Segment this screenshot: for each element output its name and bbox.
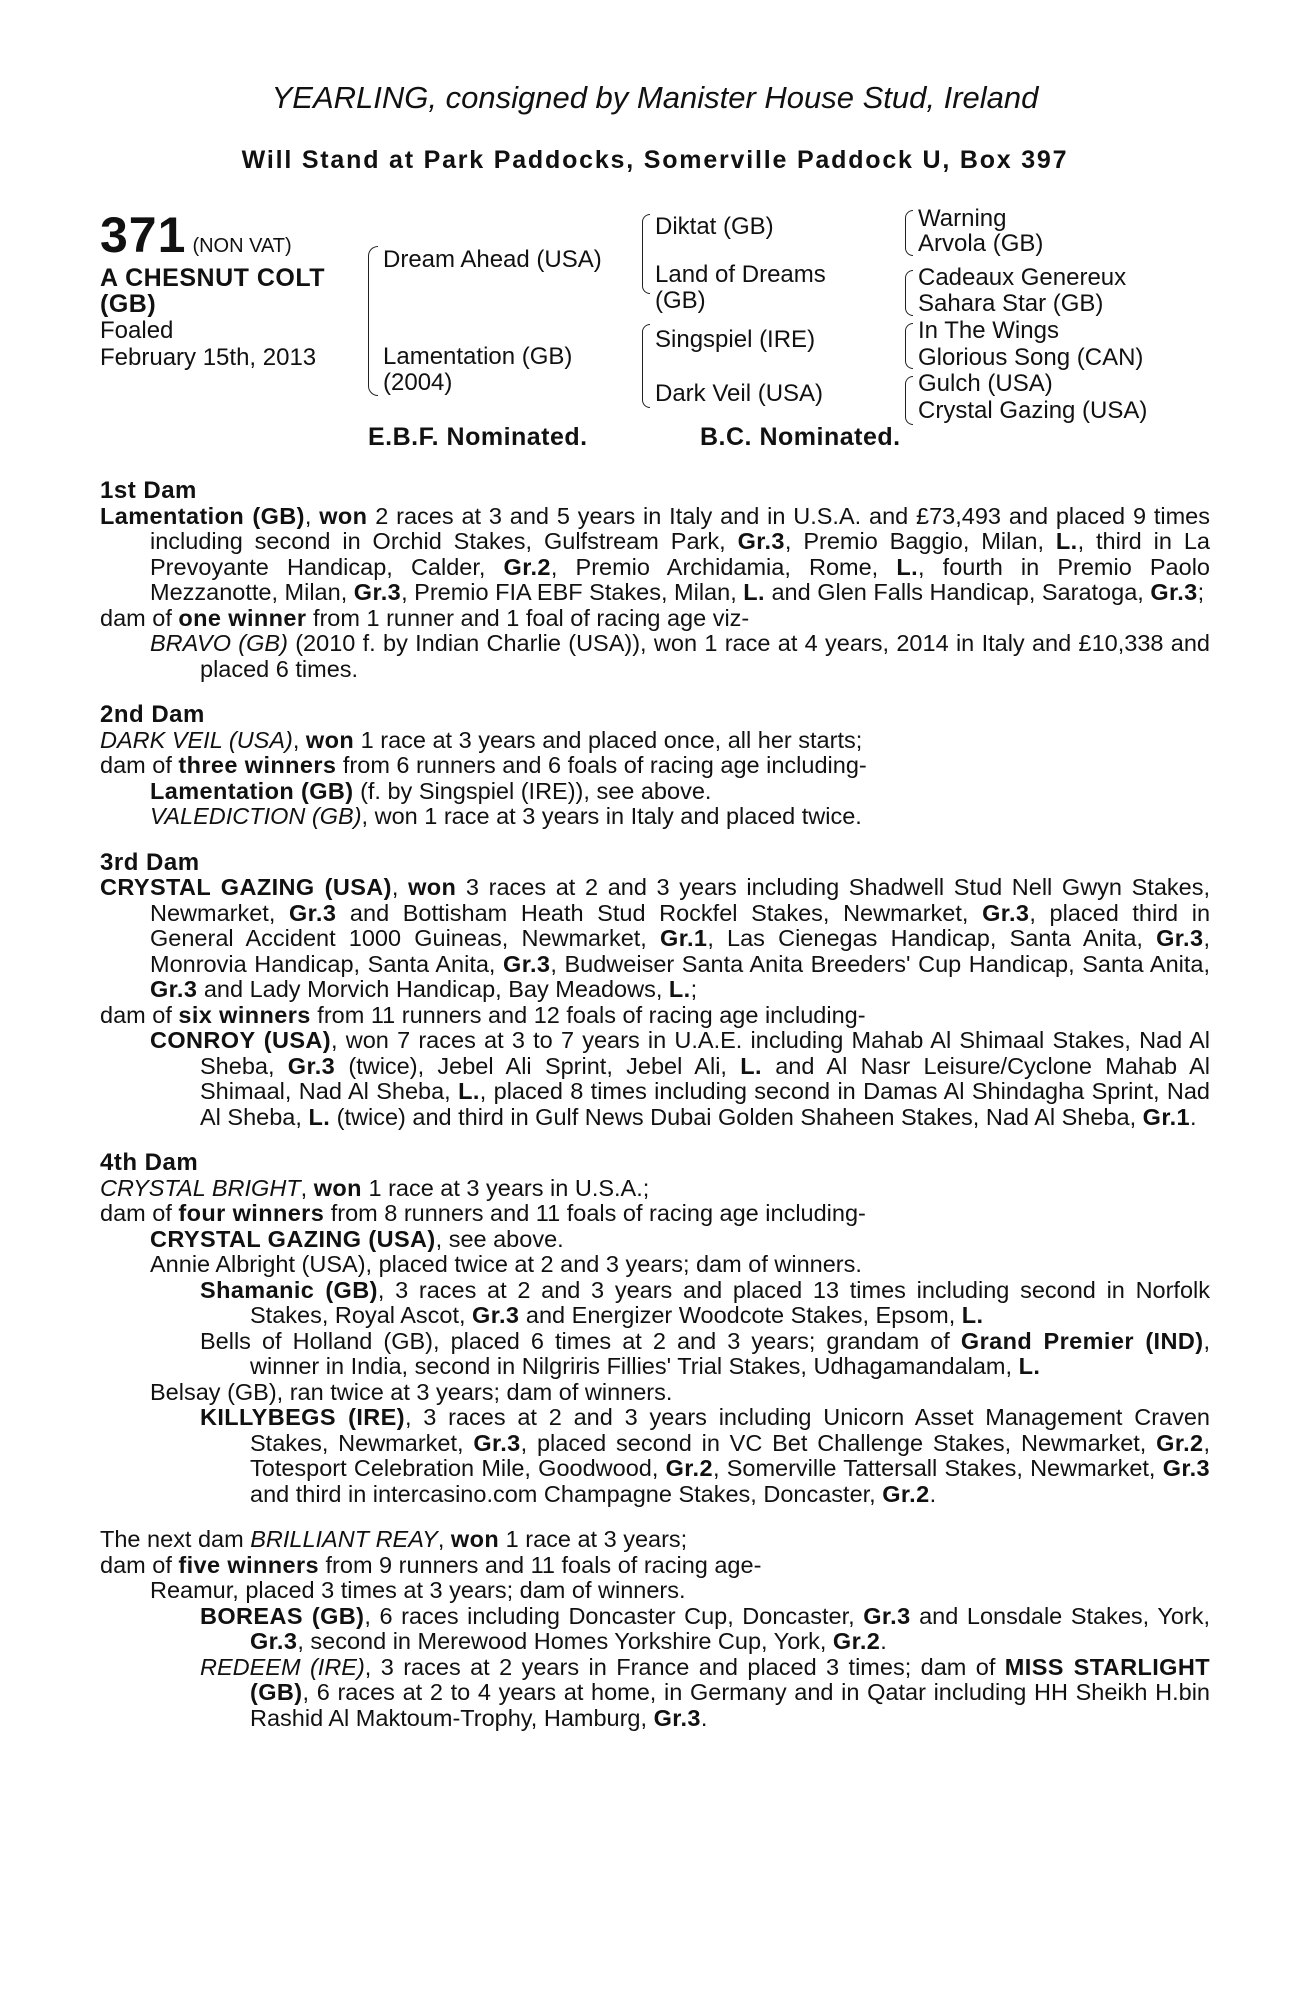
great-granddam-1: Arvola (GB) [918,230,1044,257]
section-heading: 4th Dam [100,1149,199,1176]
lot-heading [100,207,292,263]
produce-record: Bells of Holland (GB), placed 6 times at 2 and 3 years; grandam of Grand Premier (IND), winner in India, second in Nilgriris Fillies' Trial Stakes, Udhagamandalam, L. [200,1327,1210,1379]
lot-description-country: (GB) [100,290,157,318]
produce-summary: dam of five winners from 9 runners and 11 foals of racing age- [100,1551,762,1578]
sire-sire-name: Diktat (GB) [655,213,774,240]
produce-record: Belsay (GB), ran twice at 3 years; dam of winners. [150,1378,673,1405]
pedigree-bracket [368,246,378,396]
second-dam-section [100,702,1210,830]
produce-record: Lamentation (GB) (f. by Singspiel (IRE)), see above. [150,777,712,804]
pedigree-bracket [905,270,913,316]
dam-dam-name: Dark Veil (USA) [655,380,824,407]
produce-summary: dam of three winners from 6 runners and 6 foals of racing age including- [100,752,867,778]
produce-summary: dam of four winners from 8 runners and 11 foals of racing age including- [100,1200,866,1226]
dam-name: Lamentation (GB) [383,343,573,370]
dam-record: Lamentation (GB), won 2 races at 3 and 5 years in Italy and in U.S.A. and £73,493 and placed 9 times including second in Orchid Stakes, Gulfstream Park, Gr.3, Premio Baggio, Milan, L., third in La Prevoyante Handicap, Calder, Gr.2, Premio Archidamia, Rome, L., fourth in Premio Paolo Mezzanotte, Milan, Gr.3, Premio FIA EBF Stakes, Milan, L. and Glen Falls Handicap, Saratoga, Gr.3; [100,502,1210,605]
dam-sire-name: Singspiel (IRE) [655,326,816,353]
dam-record: The next dam BRILLIANT REAY, won 1 race at 3 years; [100,1526,688,1552]
lot-number: 371 [100,207,187,263]
dam-record: CRYSTAL BRIGHT, won 1 race at 3 years in U.S.A.; [100,1174,650,1201]
produce-record: Annie Albright (USA), placed twice at 2 and 3 years; dam of winners. [150,1251,862,1277]
lot-description: A CHESNUT COLT [100,264,326,292]
produce-record: KILLYBEGS (IRE), 3 races at 2 and 3 years including Unicorn Asset Management Craven Stakes, Newmarket, Gr.3, placed second in VC Bet Challenge Stakes, Newmarket, Gr.2, Totesport Celebration Mile, Goodwood, Gr.2, Somerville Tattersall Stakes, Newmarket, Gr.3 and third in intercasino.com Champagne Stakes, Doncaster, Gr.2. [200,1404,1211,1507]
pedigree-block [100,205,1210,453]
section-heading: 3rd Dam [100,848,200,876]
pedigree-bracket [905,323,913,369]
produce-record: CONROY (USA), won 7 races at 3 to 7 years in U.A.E. including Mahab Al Shimaal Stakes, Nad Al Sheba, Gr.3 (twice), Jebel Ali Sprint, Jebel Ali, L. and Al Nasr Leisure/Cyclone Mahab Al Shimaal, Nad Al Sheba, L., placed 8 times including second in Damas Al Shindagha Sprint, Nad Al Sheba, L. (twice) and third in Gulf News Dubai Golden Shaheen Stakes, Nad Al Sheba, Gr.1. [150,1027,1210,1130]
sire-dam-country: (GB) [655,287,706,314]
sire-dam-name: Land of Dreams [655,261,826,288]
dam-records [100,478,1210,1751]
dam-record: CRYSTAL GAZING (USA), won 3 races at 2 and 3 years including Shadwell Stud Nell Gwyn Stakes, Newmarket, Gr.3 and Bottisham Heath Stud Rockfel Stakes, Newmarket, Gr.3, placed third in General Accident 1000 Guineas, Newmarket, Gr.1, Las Cienegas Handicap, Santa Anita, Gr.3, Monrovia Handicap, Santa Anita, Gr.3, Budweiser Santa Anita Breeders' Cup Handicap, Santa Anita, Gr.3 and Lady Morvich Handicap, Bay Meadows, L.; [100,874,1211,1002]
fourth-dam-section [100,1150,1210,1507]
produce-summary: dam of six winners from 11 runners and 12 foals of racing age including- [100,1001,866,1028]
great-grandsire-4: Gulch (USA) [918,370,1053,397]
pedigree-bracket [905,210,913,256]
produce-record: VALEDICTION (GB), won 1 race at 3 years in Italy and placed twice. [150,803,862,829]
dam-year: (2004) [383,369,453,396]
next-dam-section [100,1527,1210,1731]
consignment-line: YEARLING, consigned by Manister House Stud, Ireland [271,80,1039,115]
stand-location: Will Stand at Park Paddocks, Somerville Paddock U, Box 397 [241,146,1069,174]
produce-record: CRYSTAL GAZING (USA), see above. [150,1225,564,1252]
foaled-label: Foaled [100,317,174,344]
pedigree-bracket [642,324,650,408]
section-heading: 1st Dam [100,477,197,504]
produce-record: REDEEM (IRE), 3 races at 2 years in France and placed 3 times; dam of MISS STARLIGHT (GB), 6 races at 2 to 4 years at home, in Germany and in Qatar including HH Sheikh H.bin Rashid Al Maktoum-Trophy, Hamburg, Gr.3. [200,1653,1210,1731]
great-grandsire-3: In The Wings [918,317,1059,344]
produce-summary: dam of one winner from 1 runner and 1 foal of racing age viz- [100,604,750,631]
produce-record: BRAVO (GB) (2010 f. by Indian Charlie (USA)), won 1 race at 4 years, 2014 in Italy and £10,338 and placed 6 times. [150,630,1210,682]
great-granddam-4: Crystal Gazing (USA) [918,397,1148,424]
pedigree-bracket [905,376,913,425]
foaled-date: February 15th, 2013 [100,344,317,371]
bc-nominated: B.C. Nominated. [700,423,901,451]
great-granddam-2: Sahara Star (GB) [918,290,1104,317]
great-granddam-3: Glorious Song (CAN) [918,344,1144,371]
produce-record: Reamur, placed 3 times at 3 years; dam of winners. [150,1577,686,1603]
produce-record: BOREAS (GB), 6 races including Doncaster Cup, Doncaster, Gr.3 and Lonsdale Stakes, York, Gr.3, second in Merewood Homes Yorkshire Cup, York, Gr.2. [200,1602,1211,1654]
sire-name: Dream Ahead (USA) [383,246,602,273]
great-grandsire-1: Warning [918,205,1007,232]
third-dam-section [100,850,1210,1131]
great-grandsire-2: Cadeaux Genereux [918,264,1127,291]
first-dam-section [100,478,1210,682]
dam-record: DARK VEIL (USA), won 1 race at 3 years and placed once, all her starts; [100,726,863,753]
section-heading: 2nd Dam [100,701,205,728]
produce-record: Shamanic (GB), 3 races at 2 and 3 years and placed 13 times including second in Norfolk Stakes, Royal Ascot, Gr.3 and Energizer Woodcote Stakes, Epsom, L. [200,1276,1211,1328]
ebf-nominated: E.B.F. Nominated. [368,423,588,451]
pedigree-bracket [642,214,650,294]
vat-status: (NON VAT) [192,235,292,257]
